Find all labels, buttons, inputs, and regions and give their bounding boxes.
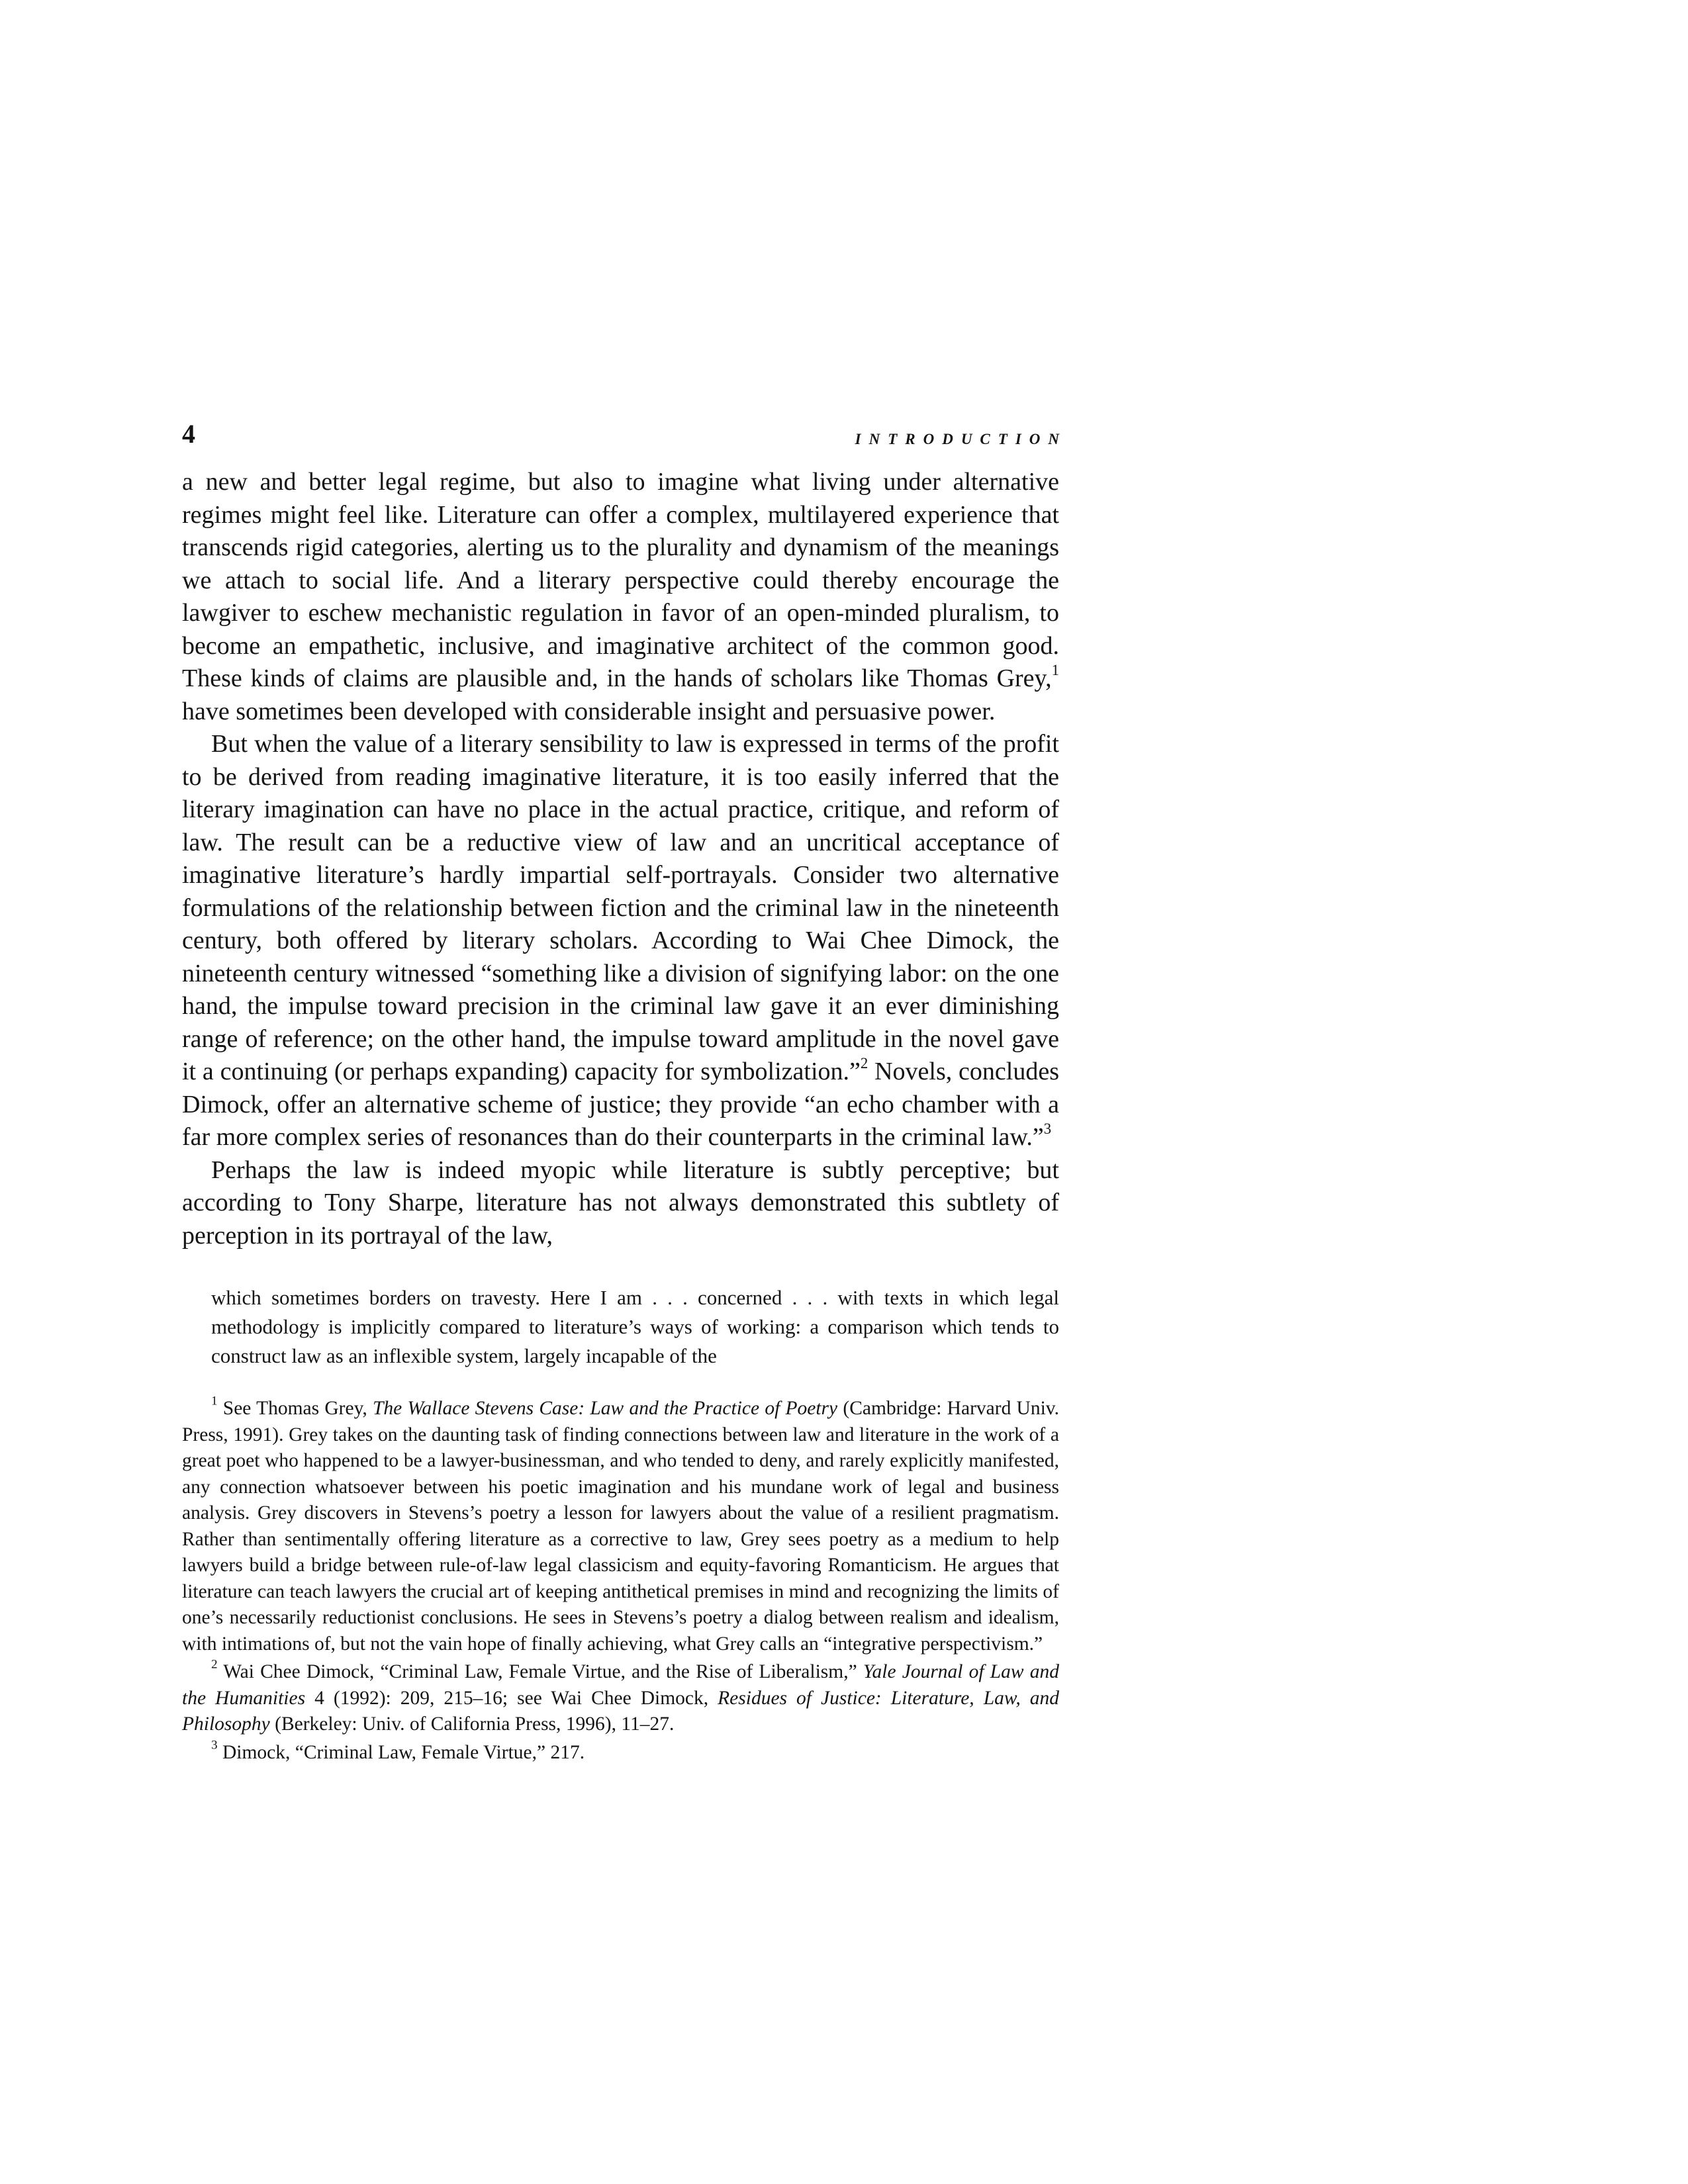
footnote-reference: 1	[1051, 661, 1059, 678]
running-head	[182, 417, 1067, 457]
footnote-text: (Cambridge: Harvard Univ. Press, 1991). Grey takes on the daunting task of finding connections between law and literature in the work of a great poet who happened to be a lawyer-businessman, and who tended to deny, and rarely explicitly manifested, any connection whatsoever between his poetic imagination and his mundane work of legal and business analysis. Grey discovers in Stevens’s poetry a lesson for lawyers about the value of a resilient pragmatism. Rather than sentimentally offering literature as a corrective to law, Grey sees poetry as a medium to help lawyers build a bridge between rule-of-law legal classicism and equity-favoring Romanticism. He argues that literature can teach lawyers the crucial art of keeping antithetical premises in mind and recognizing the limits of one’s necessarily reductionist conclusions. He sees in Stevens’s poetry a dialog between realism and idealism, with intimations of, but not the vain hope of finally achieving, what Grey calls an “integrative perspectivism.”	[182, 1398, 1060, 1655]
footnote-reference: 3	[1043, 1120, 1052, 1137]
block-quotation: which sometimes borders on travesty. Here I am . . . concerned . . . with texts in which legal methodology is implicitly compared to literature’s ways of working: a comparison which tends to construct law as an inflexible system, largely incapable of the	[211, 1286, 1059, 1367]
paragraph	[182, 1154, 1059, 1253]
footnote-reference: 2	[860, 1054, 868, 1071]
footnotes	[182, 1396, 1059, 1766]
running-title: INTRODUCTION	[855, 431, 1067, 447]
footnote-marker: 3	[211, 1738, 218, 1752]
footnote-marker: 2	[211, 1657, 218, 1672]
paragraph-text: a new and better legal regime, but also to imagine what living under alternative regimes might feel like. Literature can offer a complex, multilayered experience that transcends rigid categories, alerting us to the plurality and dynamism of the meanings we attach to social life. And a literary perspective could thereby encourage the lawgiver to eschew mechanistic regulation in favor of an open-minded pluralism, to become an empathetic, inclusive, and imaginative architect of the common good. These kinds of claims are plausible and, in the hands of scholars like Thomas Grey,	[182, 468, 1059, 692]
footnote-text: (Berkeley: Univ. of California Press, 1996), 11–27.	[269, 1713, 675, 1735]
cited-title: Yale Journal of Law and the Humanities	[182, 1661, 1059, 1709]
page-number: 4	[182, 419, 195, 449]
footnote-text: Dimock, “Criminal Law, Female Virtue,” 217.	[217, 1741, 585, 1763]
paragraph-text: have sometimes been developed with considerable insight and persuasive power.	[182, 697, 996, 725]
footnote-2	[182, 1659, 1059, 1738]
cited-title: Residues of Justice: Literature, Law, and Philosophy	[182, 1687, 1059, 1735]
paragraph	[182, 466, 1059, 728]
footnote-3	[182, 1740, 1059, 1766]
paragraph-text: Novels, concludes Dimock, offer an alternative scheme of justice; they provide “an echo chamber with a far more complex series of resonances than do their counterparts in the criminal law.”	[182, 1058, 1059, 1151]
paragraph	[182, 728, 1059, 1154]
book-page	[182, 417, 1067, 1768]
paragraph-text: Perhaps the law is indeed myopic while literature is subtly perceptive; but according to Tony Sharpe, literature has not always demonstrated this subtlety of perception in its portrayal of the law,	[182, 1156, 1059, 1250]
footnote-text: See Thomas Grey,	[217, 1398, 373, 1419]
footnote-text: Wai Chee Dimock, “Criminal Law, Female Virtue, and the Rise of Liberalism,”	[217, 1661, 863, 1682]
paragraph-text: But when the value of a literary sensibility to law is expressed in terms of the profit to be derived from reading imaginative literature, it is too easily inferred that the literary imagination can have no place in the actual practice, critique, and reform of law. The result can be a reductive view of law and an uncritical acceptance of imaginative literature’s hardly impartial self-portrayals. Consider two alternative formulations of the relationship between fiction and the criminal law in the nineteenth century, both offered by literary scholars. According to Wai Chee Dimock, the nineteenth century witnessed “something like a division of signifying labor: on the one hand, the impulse toward precision in the criminal law gave it an ever diminishing range of reference; on the other hand, the impulse toward amplitude in the novel gave it a continuing (or perhaps expanding) capacity for symbolization.”	[182, 730, 1059, 1085]
footnote-text: 4 (1992): 209, 215–16; see Wai Chee Dimock,	[305, 1687, 718, 1709]
body-text	[182, 466, 1059, 1371]
cited-title: The Wallace Stevens Case: Law and the Practice of Poetry	[373, 1398, 838, 1419]
footnote-marker: 1	[211, 1394, 218, 1408]
footnote-1	[182, 1396, 1059, 1657]
